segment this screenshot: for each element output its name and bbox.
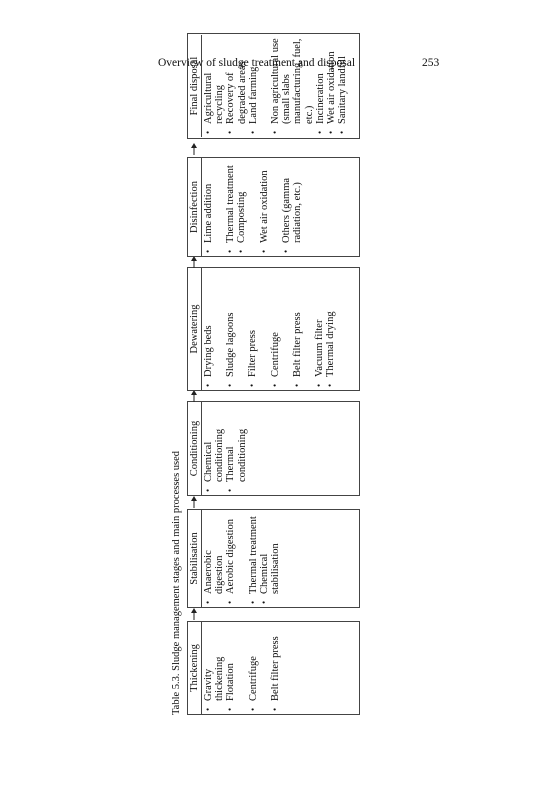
- process-item: • Chemical stabilisation: [259, 512, 281, 605]
- process-item: • Sanitary landfill: [337, 37, 348, 135]
- stage-heading: Final disposal: [189, 56, 200, 116]
- stage-thickening: [187, 621, 360, 715]
- process-item: • Drying beds: [203, 270, 214, 388]
- arrow-right-icon: [190, 496, 198, 508]
- stage-dewatering: [187, 267, 360, 391]
- process-item: • Land farming: [248, 37, 259, 135]
- stage-final-disposal: [187, 33, 360, 139]
- process-item: • Thermal conditioning: [225, 404, 247, 493]
- stage-conditioning: [187, 401, 360, 496]
- process-item: • Others (gamma radiation, etc.): [281, 160, 303, 254]
- process-item: • Chemical conditioning: [203, 404, 225, 493]
- process-item: • Wet air oxidation: [326, 37, 337, 135]
- process-item: • Thermal treatment: [225, 160, 236, 254]
- process-item: • Aerobic digestion: [225, 512, 236, 605]
- process-item: • Centrifuge: [270, 270, 281, 388]
- process-item: • Lime addition: [203, 160, 214, 254]
- process-item: • Gravity thickening: [203, 624, 225, 712]
- stage-stabilisation: [187, 509, 360, 608]
- table-caption: Table 5.3. Sludge management stages and main processes used: [171, 450, 182, 715]
- arrow-right-icon: [190, 143, 198, 155]
- process-item: • Belt filter press: [292, 270, 303, 388]
- stage-heading: Stabilisation: [188, 510, 202, 607]
- process-item: • Recovery of degraded areas: [225, 37, 247, 135]
- process-item: • Sludge lagoons: [225, 270, 236, 388]
- page-number: 253: [422, 57, 440, 69]
- stage-disinfection: [187, 157, 360, 257]
- arrow-right-icon: [190, 256, 198, 268]
- arrow-right-icon: [190, 608, 198, 620]
- process-item: • Vacuum filter: [314, 270, 325, 388]
- stage-heading: Conditioning: [188, 402, 202, 495]
- process-item: • Thermal treatment: [248, 512, 259, 605]
- running-title: Overview of sludge treatment and disposal: [158, 57, 356, 69]
- process-item: • Thermal drying: [325, 270, 336, 388]
- process-item: • Non agricultural use (small slabs manufacturing, fuel, etc.): [270, 37, 315, 135]
- process-item: • Flotation: [225, 624, 236, 712]
- process-item: • Filter press: [247, 270, 258, 388]
- process-item: • Belt filter press: [270, 624, 281, 712]
- stage-heading: Thickening: [188, 622, 202, 714]
- process-item: • Centrifuge: [248, 624, 259, 712]
- process-item: • Incineration: [315, 37, 326, 135]
- process-item: • Composting: [236, 160, 247, 254]
- process-item: • Anaerobic digestion: [203, 512, 225, 605]
- process-item: • Wet air oxidation: [259, 160, 270, 254]
- process-item: • Agricultural recycling: [203, 37, 225, 135]
- stage-heading: Dewatering: [188, 268, 202, 390]
- arrow-right-icon: [190, 390, 198, 402]
- stage-heading: Disinfection: [188, 158, 202, 256]
